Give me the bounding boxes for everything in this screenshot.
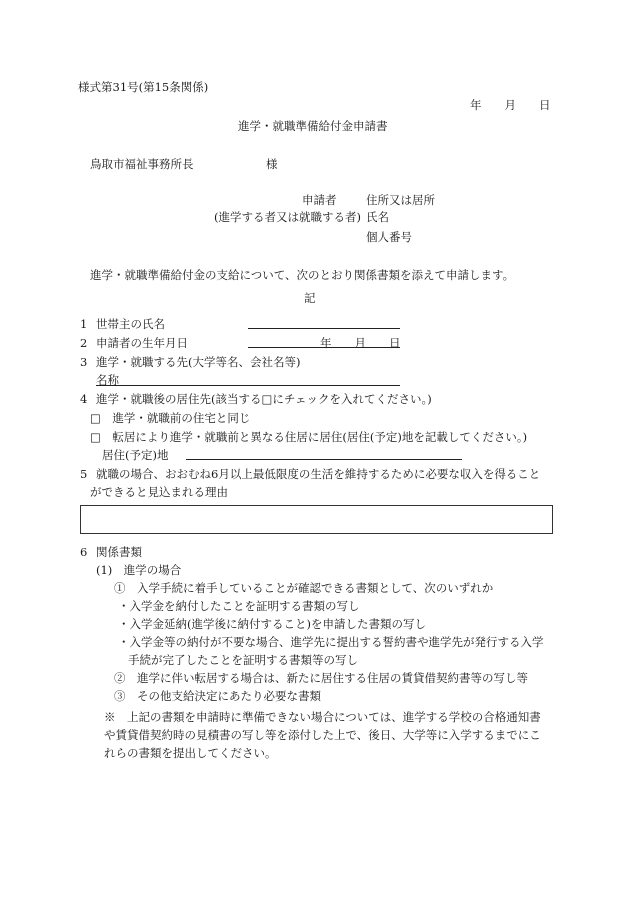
item-6-bullet-1: ・入学金を納付したことを証明する書類の写し: [118, 599, 360, 613]
planned-residence-field[interactable]: [186, 459, 462, 460]
birthdate-date-text: 年 月 日: [320, 336, 401, 350]
applicant-name-label: 氏名: [366, 210, 389, 224]
document-title: 進学・就職準備給付金申請書: [238, 119, 388, 133]
form-number: 様式第31号(第15条関係): [78, 80, 209, 94]
addressee-honorific: 様: [266, 157, 278, 171]
item-1-label: 世帯主の氏名: [96, 317, 165, 331]
item-6-bullet-3-line-2: 手続が完了したことを証明する書類等の写し: [128, 653, 358, 667]
item-5-line-1: 就職の場合、おおむね6月以上最低限度の生活を維持するために必要な収入を得ること: [96, 467, 541, 481]
item-2-label: 申請者の生年月日: [96, 336, 188, 350]
item-6-note-line-1: ※ 上記の書類を申請時に準備できない場合については、進学する学校の合格通知書: [104, 710, 541, 724]
item-6-sub-1: (1) 進学の場合: [96, 563, 182, 577]
applicant-label: 申請者: [302, 193, 337, 207]
item-4-label: 進学・就職後の居住先(該当する□にチェックを入れてください。): [96, 392, 432, 406]
item-6-circle-2: ② 進学に伴い転居する場合は、新たに居住する住居の賃貸借契約書等の写し等: [114, 671, 528, 685]
applicant-id-label: 個人番号: [366, 230, 412, 244]
item-6-label: 関係書類: [96, 545, 142, 559]
item-2-number: 2: [80, 336, 88, 350]
date-line: 年 月 日: [470, 98, 551, 112]
item-1-number: 1: [80, 317, 88, 331]
destination-name-field[interactable]: [96, 385, 400, 386]
addressee-office: 鳥取市福祉事務所長: [90, 157, 194, 171]
item-6-circle-1: ① 入学手続に着手していることが確認できる書類として、次のいずれか: [114, 581, 494, 595]
birthdate-field[interactable]: [248, 347, 400, 348]
employment-reason-box[interactable]: [80, 505, 553, 534]
item-4-number: 4: [80, 392, 88, 406]
household-head-name-field[interactable]: [248, 328, 400, 329]
residence-option-same[interactable]: □ 進学・就職前の住宅と同じ: [90, 411, 251, 425]
item-6-number: 6: [80, 545, 88, 559]
item-6-bullet-3-line-1: ・入学金等の納付が不要な場合、進学先に提出する誓約書や進学先が発行する入学: [118, 635, 544, 649]
item-6-bullet-2: ・入学金延納(進学後に納付すること)を申請した書類の写し: [118, 617, 426, 631]
item-6-note-line-2: や賃貸借契約時の見積書の写し等を添付した上で、後日、大学等に入学するまでにこ: [104, 728, 541, 742]
applicant-name-prefix: (進学する者又は就職する者): [214, 210, 361, 224]
item-3-number: 3: [80, 355, 88, 369]
item-3-label: 進学・就職する先(大学等名、会社名等): [96, 355, 301, 369]
item-5-line-2: ができると見込まれる理由: [90, 485, 228, 499]
ki-label: 記: [304, 291, 316, 305]
item-5-number: 5: [80, 467, 88, 481]
destination-name-label: 名称: [96, 373, 119, 387]
intro-text: 進学・就職準備給付金の支給について、次のとおり関係書類を添えて申請します。: [90, 268, 515, 282]
item-6-circle-3: ③ その他支給決定にあたり必要な書類: [114, 689, 321, 703]
planned-residence-label: 居住(予定)地: [102, 448, 169, 462]
residence-option-moving[interactable]: □ 転居により進学・就職前と異なる住居に居住(居住(予定)地を記載してください。): [90, 430, 528, 444]
applicant-address-label: 住所又は居所: [366, 193, 435, 207]
item-6-note-line-3: れらの書類を提出してください。: [104, 746, 277, 760]
